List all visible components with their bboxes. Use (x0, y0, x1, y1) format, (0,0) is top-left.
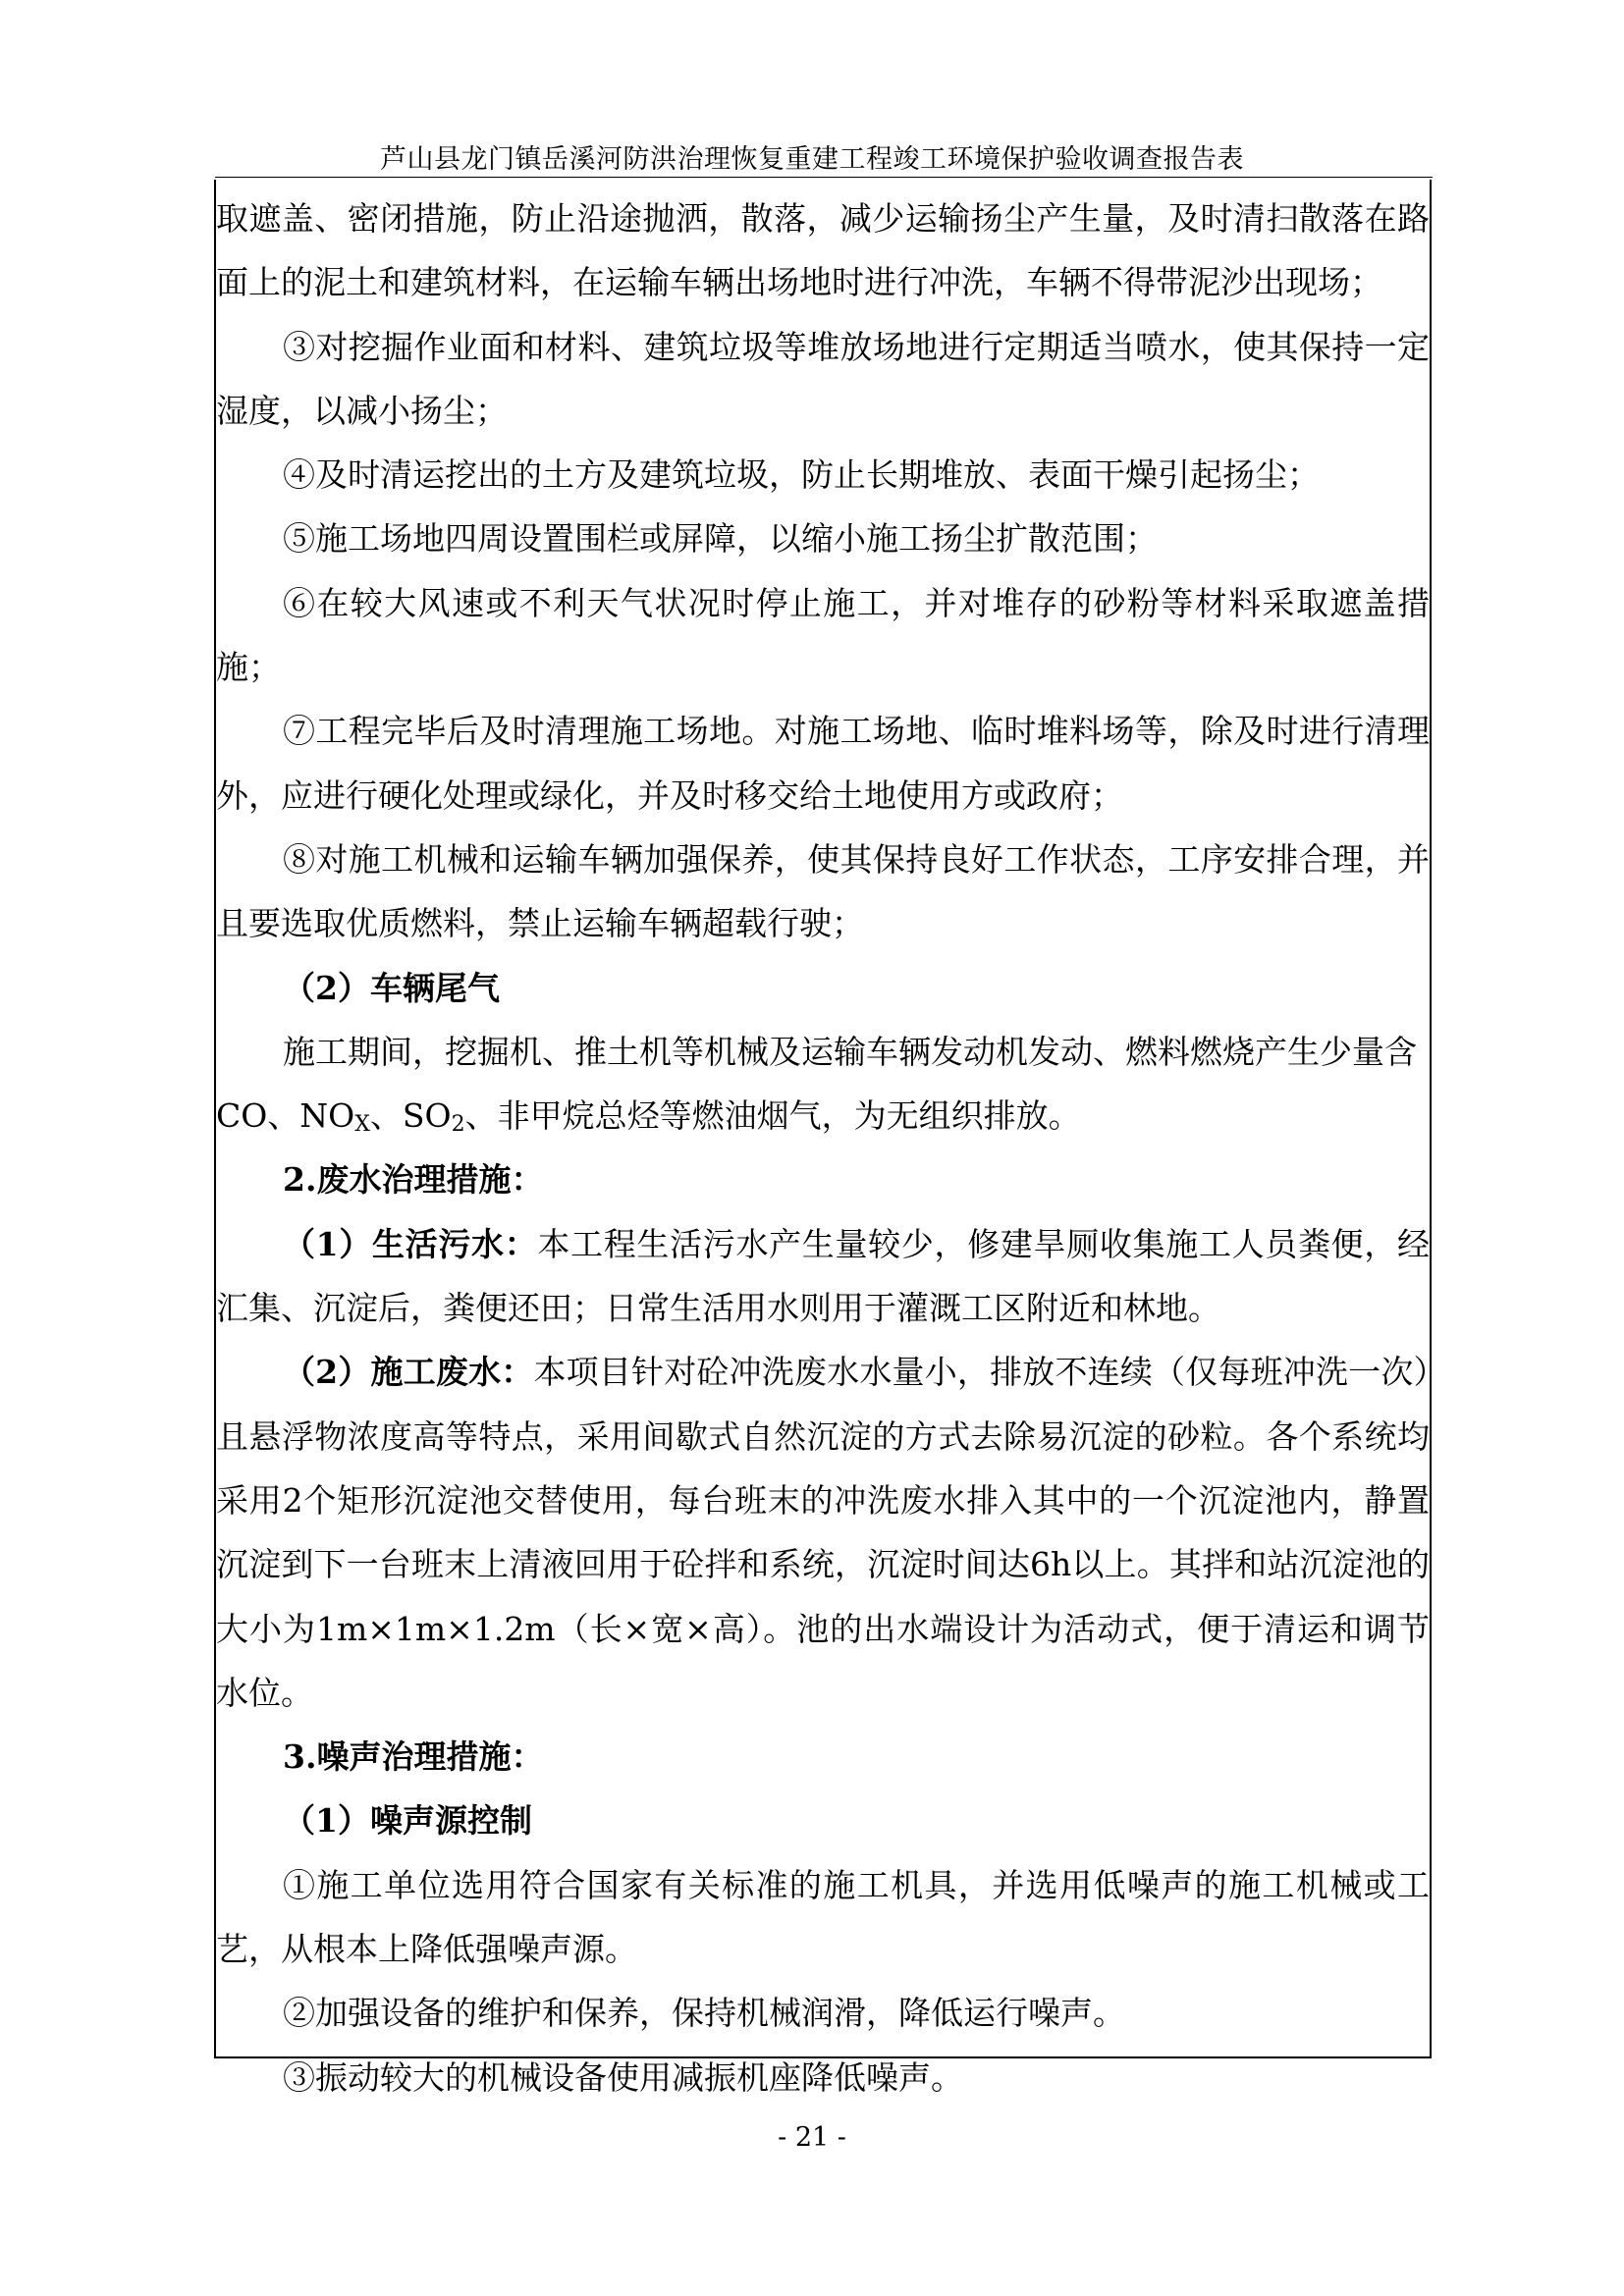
paragraph-dust-fencing: ⑤施工场地四周设置围栏或屏障，以缩小施工扬尘扩散范围； (283, 519, 1158, 559)
domestic-sewage-text: 本工程生活污水产生量较少，修建旱厕收集施工人员粪便，经汇集、沉淀后，粪便还田；日常生活用水则用于灌溉工区附近和林地。 (216, 1224, 1431, 1328)
paragraph-dust-transport: 取遮盖、密闭措施，防止沿途抛洒，散落，减少运输扬尘产生量，及时清扫散落在路面上的泥土和建筑材料，在运输车辆出场地时进行冲洗，车辆不得带泥沙出现场； (216, 199, 1430, 302)
so2-subscript: 2 (451, 1112, 465, 1138)
pollutant-so: 、SO (369, 1096, 452, 1136)
construction-wastewater-lead: （2）施工废水： (283, 1353, 534, 1392)
paragraph-dust-clearing: ④及时清运挖出的土方及建筑垃圾，防止长期堆放、表面干燥引起扬尘； (283, 455, 1320, 495)
heading-noise: 3.噪声治理措施： (283, 1737, 544, 1777)
paragraph-noise-vibration: ③振动较大的机械设备使用减振机座降低噪声。 (283, 2057, 963, 2097)
pollutant-rest: 、非甲烷总烃等燃油烟气，为无组织排放。 (464, 1096, 1081, 1136)
paragraph-site-cleanup: ⑦工程完毕后及时清理施工场地。对施工场地、临时堆料场等，除及时进行清理外，应进行硬化处理或绿化，并及时移交给土地使用方或政府； (216, 712, 1430, 815)
paragraph-exhaust-sources: 施工期间，挖掘机、推土机等机械及运输车辆发动机发动、燃料燃烧产生少量含 (283, 1032, 1417, 1071)
page-number: - 21 - (778, 2122, 846, 2153)
document-header-title: 芦山县龙门镇岳溪河防洪治理恢复重建工程竣工环境保护验收调查报告表 (380, 144, 1244, 175)
heading-noise-source: （1）噪声源控制 (283, 1801, 532, 1841)
document-body (216, 187, 1430, 2109)
paragraph-exhaust-pollutants (216, 1084, 1430, 1148)
paragraph-construction-wastewater (216, 1340, 1430, 1725)
nox-subscript: X (354, 1112, 370, 1138)
pollutant-co-nox: CO、NO (216, 1096, 355, 1136)
paragraph-maintenance: ⑧对施工机械和运输车辆加强保养，使其保持良好工作状态，工序安排合理，并且要选取优质燃料，禁止运输车辆超载行驶； (216, 839, 1430, 943)
paragraph-domestic-sewage (216, 1212, 1430, 1341)
paragraph-noise-equipment: ①施工单位选用符合国家有关标准的施工机具，并选用低噪声的施工机械或工艺，从根本上降低强噪声源。 (216, 1865, 1430, 1969)
header-rule (215, 177, 1433, 178)
paragraph-dust-spraying: ③对挖掘作业面和材料、建筑垃圾等堆放场地进行定期适当喷水，使其保持一定湿度，以减小扬尘； (216, 327, 1430, 430)
heading-vehicle-exhaust: （2）车辆尾气 (283, 968, 500, 1007)
heading-wastewater: 2.废水治理措施： (283, 1160, 544, 1200)
construction-wastewater-text: 本项目针对砼冲洗废水水量小，排放不连续（仅每班冲洗一次）且悬浮物浓度高等特点，采用间歇式自然沉淀的方式去除易沉淀的砂粒。各个系统均采用2个矩形沉淀池交替使用，每台班末的冲洗废水排入其中的一个沉淀池内，静置沉淀到下一台班末上清液回用于砼拌和系统，沉淀时间达6h以上。其拌和站沉淀池的大小为1m×1m×1.2m（长×宽×高）。池的出水端设计为活动式，便于清运和调节水位。 (216, 1353, 1431, 1712)
paragraph-noise-maintenance: ②加强设备的维护和保养，保持机械润滑，降低运行噪声。 (283, 1994, 1125, 2033)
paragraph-dust-weather: ⑥在较大风速或不利天气状况时停止施工，并对堆存的砂粉等材料采取遮盖措施； (216, 583, 1430, 687)
domestic-sewage-lead: （1）生活污水： (283, 1224, 538, 1263)
